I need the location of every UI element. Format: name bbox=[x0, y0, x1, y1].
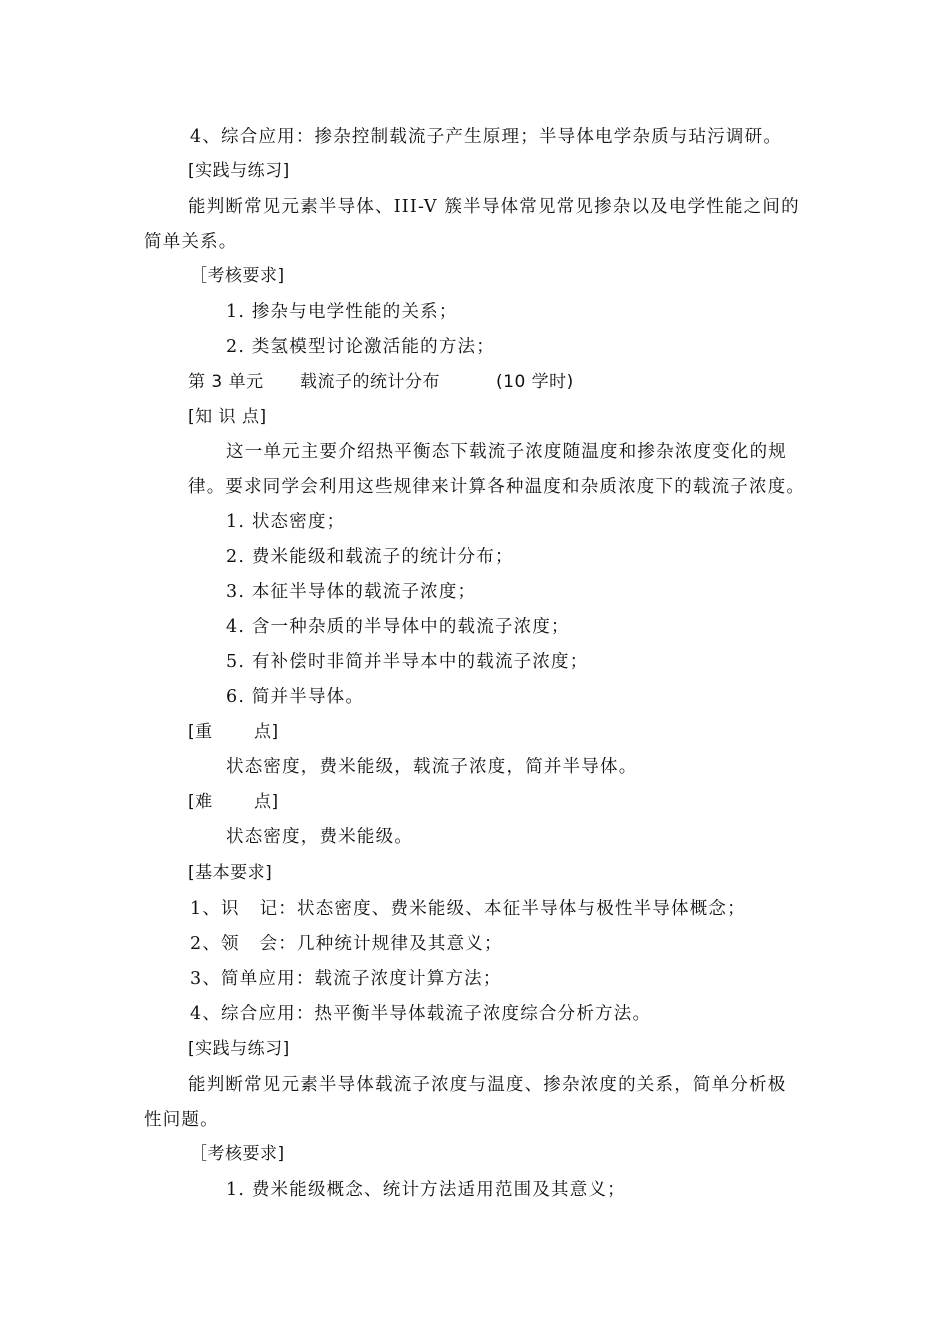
knowledge-item: 4. 含一种杂质的半导体中的载流子浓度； bbox=[226, 617, 570, 637]
basic-req-item bbox=[190, 932, 503, 956]
assessment-item: 2. 类氢模型讨论激活能的方法； bbox=[226, 337, 495, 357]
assessment-heading: ［考核要求] bbox=[190, 1144, 285, 1164]
basic-req-text: 载流子浓度计算方法； bbox=[314, 969, 502, 989]
difficult-points-text: 状态密度，费米能级。 bbox=[226, 827, 413, 847]
knowledge-item: 6. 简并半导体。 bbox=[226, 687, 365, 707]
key-heading-part: 点] bbox=[254, 722, 279, 742]
basic-req-key: 2、领 bbox=[190, 934, 240, 954]
basic-req-item bbox=[190, 1002, 651, 1026]
basic-req-key: 会： bbox=[259, 934, 297, 954]
practice-heading: [实践与练习] bbox=[188, 1039, 290, 1059]
unit-title: 载流子的统计分布 bbox=[300, 372, 440, 392]
practice-text-line: 能判断常见元素半导体、III-V 簇半导体常见常见掺杂以及电学性能之间的 bbox=[188, 197, 800, 217]
knowledge-item: 5. 有补偿时非简并半导本中的载流子浓度； bbox=[226, 652, 589, 672]
assessment-item: 1. 掺杂与电学性能的关系； bbox=[226, 302, 458, 322]
basic-req-item bbox=[190, 897, 746, 921]
knowledge-heading: [知 识 点] bbox=[188, 407, 267, 427]
unit-label: 第 3 单元 bbox=[188, 372, 264, 392]
basic-req-text: 几种统计规律及其意义； bbox=[297, 934, 503, 954]
difficult-points-heading bbox=[188, 790, 279, 814]
intro-text-line: 律。要求同学会利用这些规律来计算各种温度和杂质浓度下的载流子浓度。 bbox=[188, 477, 806, 497]
assessment-item: 1. 费米能级概念、统计方法适用范围及其意义； bbox=[226, 1180, 626, 1200]
knowledge-item: 1. 状态密度； bbox=[226, 512, 346, 532]
basic-req-text: 热平衡半导体载流子浓度综合分析方法。 bbox=[314, 1004, 652, 1024]
practice-heading: [实践与练习] bbox=[188, 161, 290, 181]
difficult-heading-part: 点] bbox=[254, 792, 279, 812]
intro-text-line: 这一单元主要介绍热平衡态下载流子浓度随温度和掺杂浓度变化的规 bbox=[226, 442, 787, 462]
basic-req-key: 记： bbox=[259, 899, 297, 919]
basic-req-key: 1、识 bbox=[190, 899, 240, 919]
basic-req-item-4: 4、综合应用：掺杂控制载流子产生原理；半导体电学杂质与玷污调研。 bbox=[190, 127, 783, 147]
basic-req-heading: [基本要求] bbox=[188, 863, 273, 883]
knowledge-item: 3. 本征半导体的载流子浓度； bbox=[226, 582, 477, 602]
basic-req-text: 状态密度、费米能级、本征半导体与极性半导体概念； bbox=[297, 899, 746, 919]
practice-text-line: 简单关系。 bbox=[144, 232, 238, 252]
unit-hours: (10 学时) bbox=[496, 372, 574, 392]
basic-req-key: 4、综合应用： bbox=[190, 1004, 315, 1024]
key-points-heading bbox=[188, 720, 279, 744]
practice-text-line: 能判断常见元素半导体载流子浓度与温度、掺杂浓度的关系，简单分析极 bbox=[188, 1075, 787, 1095]
key-heading-part: [重 bbox=[188, 722, 213, 742]
basic-req-item bbox=[190, 967, 502, 991]
unit-heading bbox=[188, 370, 574, 394]
difficult-heading-part: [难 bbox=[188, 792, 213, 812]
practice-text-line: 性问题。 bbox=[144, 1110, 219, 1130]
key-points-text: 状态密度，费米能级，载流子浓度，简并半导体。 bbox=[226, 757, 638, 777]
basic-req-key: 3、简单应用： bbox=[190, 969, 315, 989]
assessment-heading: ［考核要求] bbox=[190, 266, 285, 286]
knowledge-item: 2. 费米能级和载流子的统计分布； bbox=[226, 547, 514, 567]
